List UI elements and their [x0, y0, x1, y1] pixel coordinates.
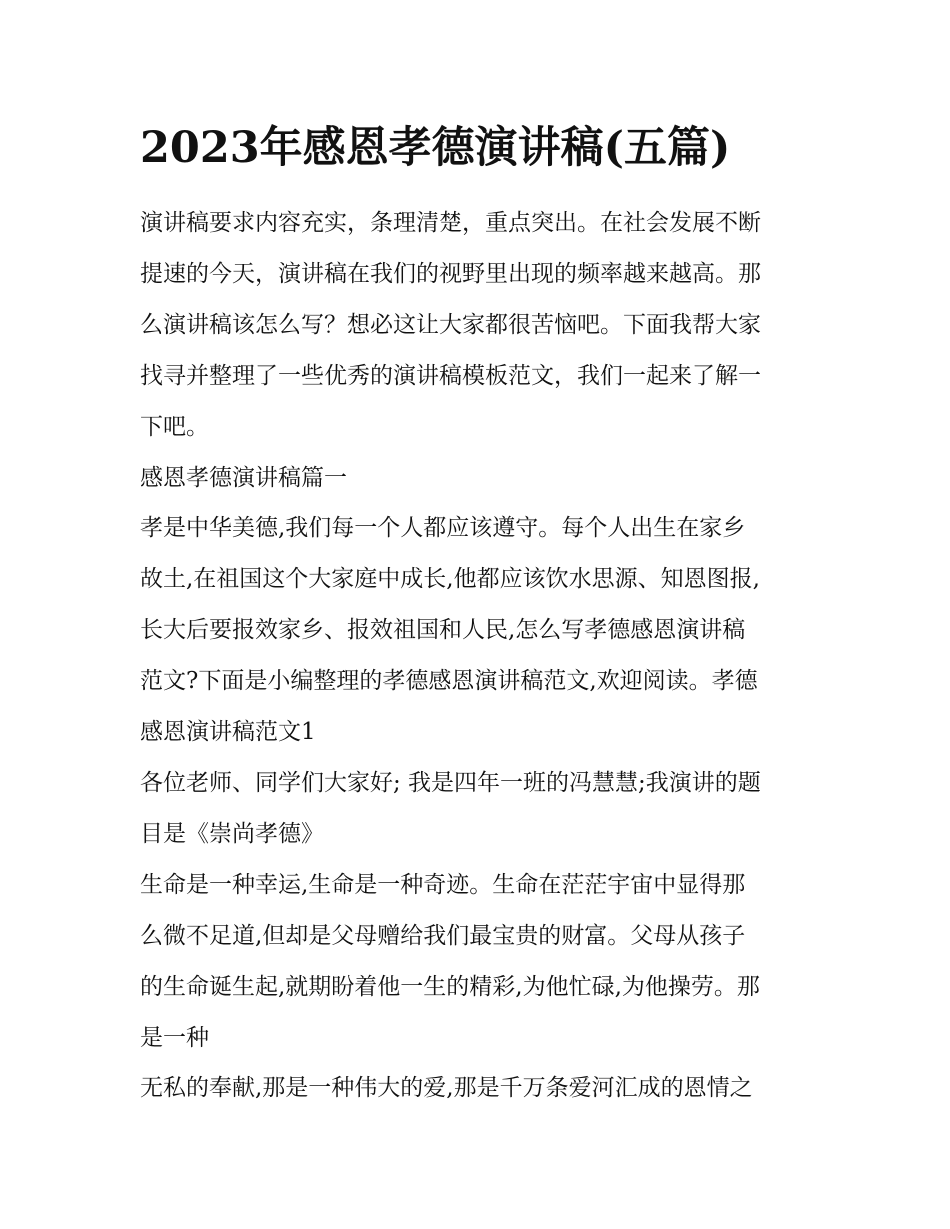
- text-line: 是一种: [140, 1024, 209, 1051]
- text-line: 孝是中华美德,我们每一个人都应该遵守。每个人出生在家乡: [140, 515, 746, 542]
- text-line: 无私的奉献,那是一种伟大的爱,那是千万条爱河汇成的恩情之: [140, 1075, 753, 1102]
- text-line: 找寻并整理了一些优秀的演讲稿模板范文，我们一起来了解一: [140, 362, 761, 389]
- text-line: 么演讲稿该怎么写？想必这让大家都很苦恼吧。下面我帮大家: [140, 311, 761, 338]
- text-line: 生命是一种幸运,生命是一种奇迹。生命在茫茫宇宙中显得那: [140, 871, 746, 898]
- text-line: 各位老师、同学们大家好; 我是四年一班的冯慧慧;我演讲的题: [140, 769, 761, 796]
- text-line: 故土,在祖国这个大家庭中成长,他都应该饮水思源、知恩图报,: [140, 566, 760, 593]
- text-line: 感恩演讲稿范文1: [140, 719, 316, 746]
- document-body: [140, 198, 830, 1114]
- text-line: 下吧。: [140, 413, 209, 440]
- text-line: 目是《崇尚孝德》: [140, 820, 324, 847]
- text-line: 长大后要报效家乡、报效祖国和人民,怎么写孝德感恩演讲稿: [140, 617, 746, 644]
- text-line: 提速的今天，演讲稿在我们的视野里出现的频率越来越高。那: [140, 260, 761, 287]
- document-title: 2023年感恩孝德演讲稿(五篇): [140, 123, 731, 173]
- text-line: 么微不足道,但却是父母赠给我们最宝贵的财富。父母从孩子: [140, 922, 746, 949]
- text-line: 演讲稿要求内容充实，条理清楚，重点突出。在社会发展不断: [140, 210, 761, 236]
- text-line: 的生命诞生起,就期盼着他一生的精彩,为他忙碌,为他操劳。那: [140, 973, 760, 1000]
- section-heading: 感恩孝德演讲稿篇一: [140, 464, 347, 491]
- text-line: 范文?下面是小编整理的孝德感恩演讲稿范文,欢迎阅读。孝德: [140, 668, 758, 695]
